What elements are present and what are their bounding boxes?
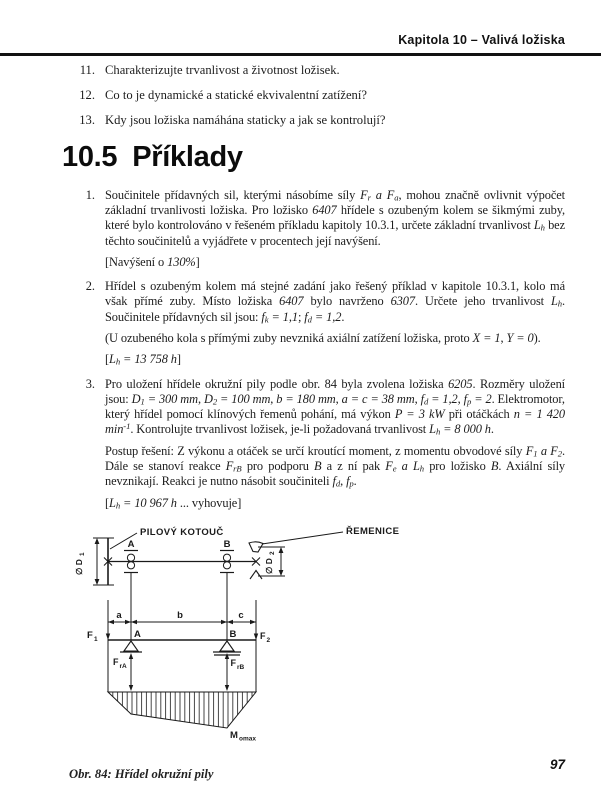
problem-note: (U ozubeného kola s přímými zuby nevzniká axiální zatížení ložiska, proto X = 1, Y = 0).: [105, 330, 541, 345]
problem-number: 3.: [85, 376, 95, 391]
section-heading: [62, 141, 565, 174]
reaction-fra-label: F: [113, 656, 119, 667]
problem-solution: Postup řešení: Z výkonu a otáček se určí kroutící moment, z momentu obvodové síly $F_1$ a $F_2$. Dále se stanoví reakce $F_{rB}$ pro podporu B a z ní pak $F_e$ a $L_h$ pro ložisko B. Axiální síly nevznikají. Reakci je nutno násobit součiniteli $f_d$, $f_p$.: [105, 443, 566, 490]
force-f1-label: F: [87, 629, 93, 641]
header-rule: [0, 53, 601, 56]
question-item: [63, 63, 565, 78]
problem-body: Hřídel s ozubeným kolem má stejné zadání jako řešený příklad v kapitole 10.3.1, kolo má však přímé zuby. Místo ložiska 6407 bylo navrženo 6307. Určete jeho trvanlivost $L_h$. Součinitele přídavných sil jsou: $f_k = 1,1$; $f_d = 1,2$.: [105, 279, 565, 325]
question-text: Co to je dynamické a statické ekvivalentní zatížení?: [105, 88, 367, 103]
pulley-label: ŘEMENICE: [346, 525, 400, 537]
svg-text:omax: omax: [239, 735, 256, 743]
problem-answer: [$L_h = 10$ 967 h ... vyhovuje]: [105, 495, 242, 511]
section-title: Příklady: [132, 140, 243, 173]
force-f2-label: F: [260, 630, 266, 641]
question-text: Charakterizujte trvanlivost a životnost ložisek.: [105, 63, 340, 77]
reaction-frb: [225, 653, 245, 691]
dim-d2-sub: 2: [269, 551, 276, 555]
page-content: [63, 63, 565, 782]
problem-answer: [Navýšení o 130%]: [105, 254, 200, 269]
dim-a-label: a: [116, 609, 122, 621]
figure-84: [60, 520, 565, 782]
saw-blade-label: PILOVÝ KOTOUČ: [140, 526, 224, 538]
question-item: [63, 88, 565, 103]
problem-number: 1.: [85, 187, 95, 202]
chapter-header: Kapitola 10 – Valivá ložiska: [398, 33, 565, 47]
problem-body: Pro uložení hřídele okružní pily podle obr. 84 byla zvolena ložiska 6205. Rozměry uložení jsou: $D_1 = 300$ mm, $D_2 = 100$ mm, b = 180 mm, a = c = 38 mm, $f_d = 1,2$, $f_p = 2$. Elektromotor, který hřídel pomocí klínových řemenů pohání, má výkon P = 3 kW při otáčkách n = 1 420 $\min^{-1}$. Kontrolujte trvanlivost ložisek, je-li požadovaná trvanlivost $L_h = 8$ 000 h.: [105, 376, 566, 438]
problems-list: [63, 188, 565, 511]
reaction-frb-sub: rB: [237, 663, 245, 671]
problem-answer: [$L_h = 13$ 758 h]: [105, 352, 181, 368]
reaction-fra: [113, 653, 133, 691]
bearing-a: [124, 539, 138, 573]
pulley-callout: [262, 525, 399, 544]
question-text: Kdy jsou ložiska namáhána staticky a jak se kontrolují?: [105, 113, 386, 128]
dim-c-label: c: [238, 609, 244, 621]
moment-diagram: [108, 692, 256, 728]
reaction-frb-label: F: [230, 657, 236, 668]
svg-text:M: M: [230, 729, 238, 741]
question-item: [63, 113, 565, 128]
force-f1: [87, 630, 110, 643]
question-number: 13.: [79, 113, 95, 128]
question-number: 11.: [79, 63, 95, 77]
moment-max-label: [230, 730, 256, 743]
force-f1-sub: 1: [94, 635, 98, 643]
problem-item-3: [63, 377, 565, 511]
dimension-abc: [108, 610, 256, 624]
problem-body: Součinitele přídavných sil, kterými násobíme síly $F_r$ a $F_a$, mohou značně ovlivnit výpočet základní trvanlivosti ložiska. Pro ložisko 6407 hřídele s ozubeným kolem se šikmými zuby, které bylo kontrolováno v řešeném příkladu kapitoly 10.3.1, určete základní trvanlivost $L_h$ bez těchto součinitelů a vyjádřete v procentech její navýšení.: [105, 187, 565, 248]
bearing-a-label: A: [127, 538, 135, 550]
beam-a-label: A: [134, 628, 141, 640]
reaction-fra-sub: rA: [119, 662, 127, 670]
support-a: [120, 641, 142, 652]
dimension-d2: [258, 547, 285, 576]
bearing-b-label: B: [223, 538, 231, 550]
bearing-b: [220, 539, 234, 573]
page-number: 97: [549, 757, 565, 772]
dim-d1-label: ∅ D: [74, 559, 84, 575]
section-number: 10.5: [62, 140, 118, 173]
force-f2-sub: 2: [266, 636, 271, 644]
problem-item-1: [63, 188, 565, 270]
questions-list: [63, 63, 565, 129]
figure-84-diagram: [60, 520, 420, 746]
support-b: [213, 641, 241, 655]
dim-b-label: b: [177, 609, 183, 621]
problem-item-2: [63, 279, 565, 367]
dim-d1-sub: 1: [79, 552, 86, 556]
dim-d2-label: ∅ D: [264, 558, 274, 574]
question-number: 12.: [79, 88, 95, 103]
figure-caption: Obr. 84: Hřídel okružní pily: [69, 766, 214, 781]
beam-b-label: B: [229, 628, 237, 640]
problem-number: 2.: [85, 279, 95, 294]
